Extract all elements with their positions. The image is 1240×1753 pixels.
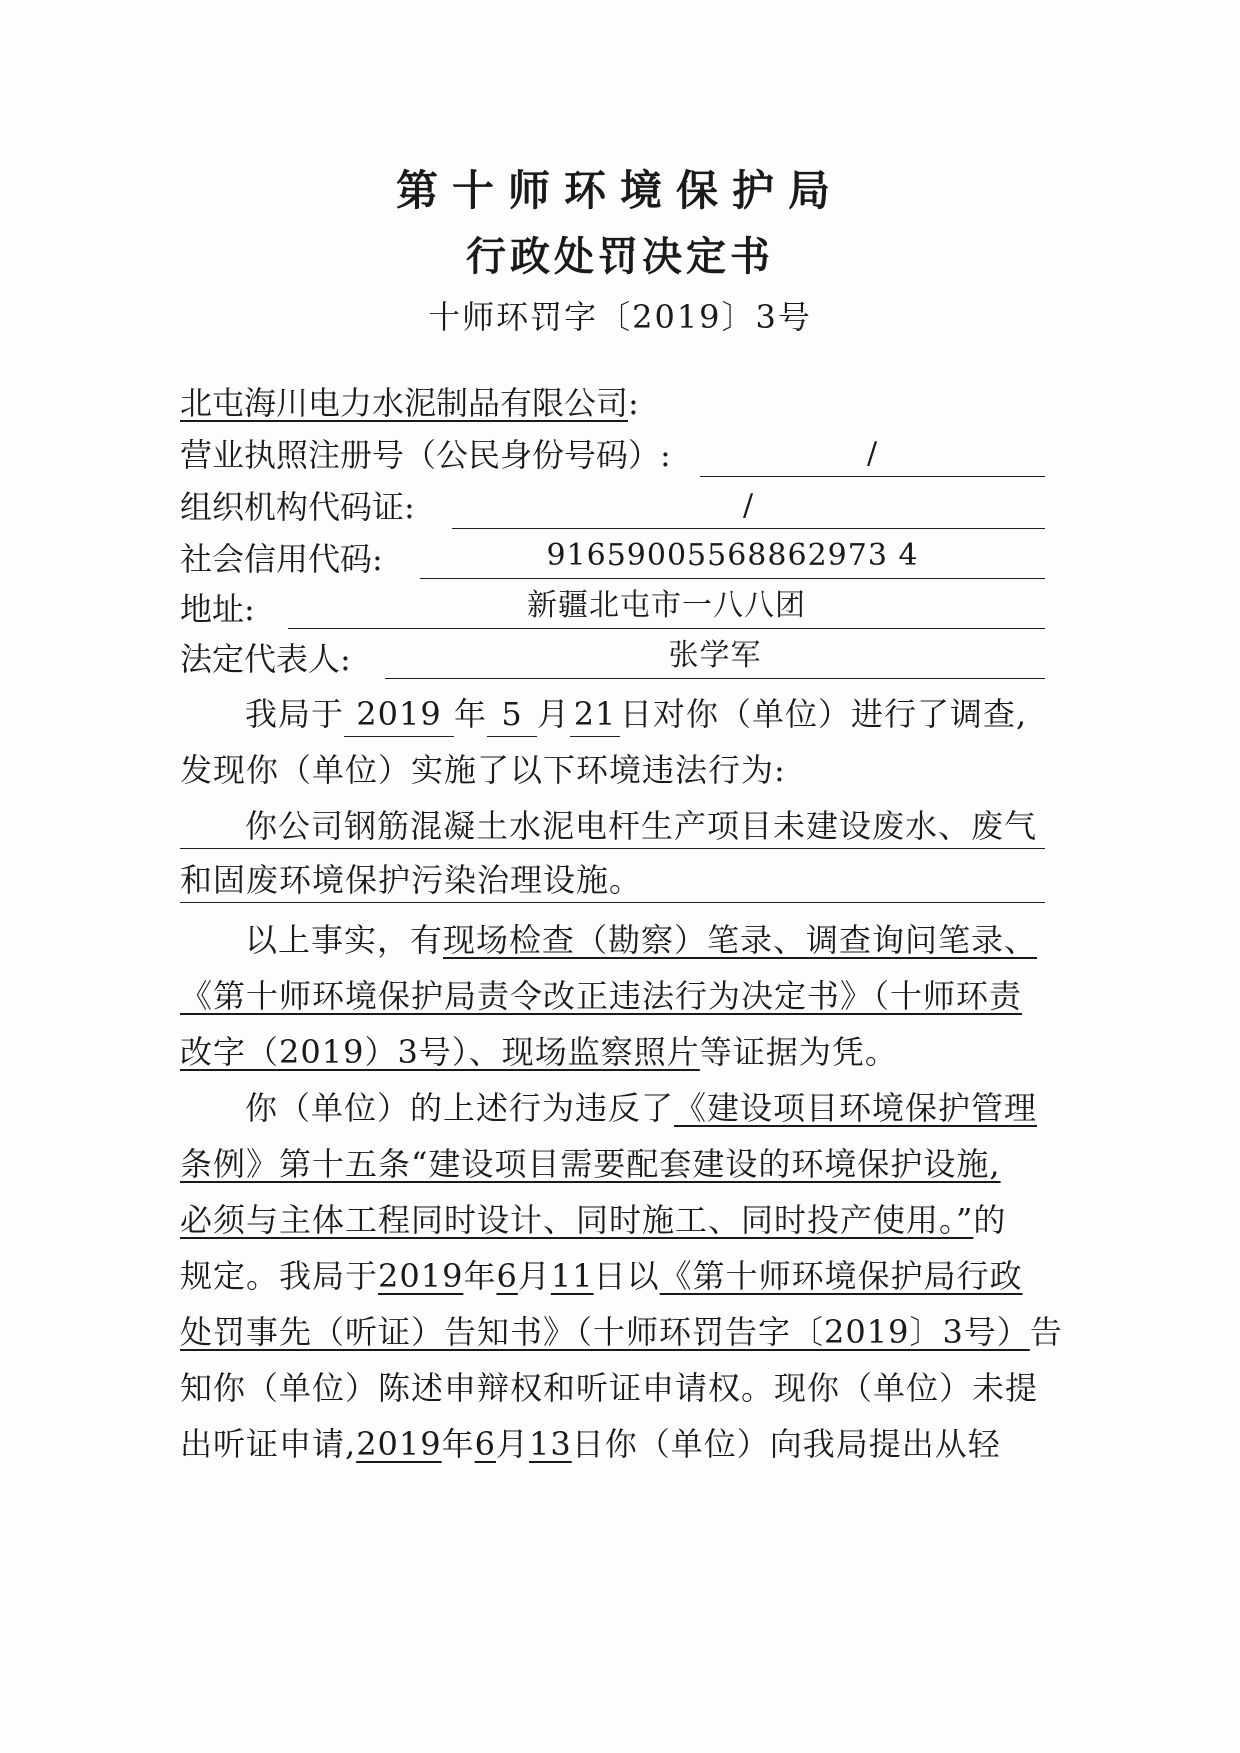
text-fragment: 等证据为凭。 — [699, 1033, 898, 1071]
text-fragment: 年 — [441, 1425, 475, 1463]
address-row — [180, 584, 255, 634]
org-code-value: / — [452, 484, 1045, 529]
text-fragment: 年 — [454, 695, 488, 733]
address-label: 地址: — [180, 590, 255, 628]
notice-day: 11 — [550, 1257, 594, 1295]
violation-line-2: 和固废环境保护污染治理设施。 — [180, 861, 643, 899]
regulation-line-7 — [180, 1416, 1060, 1472]
investigation-line-2: 发现你（单位）实施了以下环境违法行为: — [180, 751, 786, 789]
regulation-reference: 《建设项目环境保护管理 — [674, 1089, 1038, 1127]
text-fragment: 年 — [463, 1257, 497, 1295]
request-day: 13 — [529, 1425, 572, 1463]
evidence-list: 改字（2019）3号）、现场监察照片 — [180, 1033, 700, 1071]
notice-document-reference: 《第十师环境保护局行政 — [659, 1257, 1023, 1295]
regulation-line-3 — [180, 1192, 1060, 1248]
address-value: 新疆北屯市一八八团 — [288, 584, 1045, 629]
legal-rep-row — [180, 634, 351, 684]
evidence-list: 现场检查（勘察）笔录、调查询问笔录、 — [443, 921, 1038, 959]
legal-rep-value: 张学军 — [385, 634, 1045, 679]
org-code-row — [180, 482, 415, 532]
text-fragment: 月 — [517, 1257, 551, 1295]
investigation-month: 5 — [487, 692, 537, 737]
regulation-line-1 — [245, 1080, 1125, 1136]
evidence-line-2: 《第十师环境保护局责令改正违法行为决定书》（十师环责 — [180, 977, 1023, 1015]
credit-code-row — [180, 534, 383, 584]
regulation-reference: 必须与主体工程同时设计、同时施工、同时投产使用。” — [180, 1201, 974, 1239]
text-fragment: 以上事实，有 — [245, 921, 444, 959]
text-fragment: 日以 — [593, 1257, 660, 1295]
company-name-row — [180, 378, 639, 428]
regulation-line-4 — [180, 1248, 1060, 1304]
license-label: 营业执照注册号（公民身份号码）: — [180, 436, 671, 474]
violation-underline-1 — [180, 847, 1045, 849]
company-name-colon: : — [628, 384, 639, 422]
text-fragment: 月 — [496, 1425, 530, 1463]
text-fragment: 规定。我局于 — [180, 1257, 379, 1295]
text-fragment: 日对你（单位）进行了调查, — [620, 695, 1028, 733]
evidence-line-3 — [180, 1024, 1060, 1080]
document-type-title: 行政处罚决定书 — [466, 233, 774, 280]
notice-year: 2019 — [378, 1257, 464, 1295]
text-fragment: 的 — [973, 1201, 1007, 1239]
violation-underline-2 — [180, 901, 1045, 903]
regulation-line-6: 知你（单位）陈述申辩权和听证申请权。现你（单位）未提 — [180, 1369, 1039, 1407]
text-fragment: 日你（单位）向我局提出从轻 — [571, 1425, 1001, 1463]
investigation-line-1 — [245, 686, 1125, 742]
credit-code-label: 社会信用代码: — [180, 540, 383, 578]
text-fragment: 告 — [1029, 1313, 1063, 1351]
investigation-day: 21 — [570, 692, 620, 737]
evidence-line-1 — [245, 912, 1125, 968]
license-row — [180, 430, 671, 480]
legal-rep-label: 法定代表人: — [180, 640, 351, 678]
text-fragment: 月 — [537, 695, 571, 733]
notice-month: 6 — [496, 1257, 518, 1295]
regulation-line-2: 条例》第十五条“建设项目需要配套建设的环境保护设施, — [180, 1145, 1001, 1183]
notice-document-reference: 处罚事先（听证）告知书》（十师环罚告字〔2019〕3号） — [180, 1313, 1030, 1351]
text-fragment: 出听证申请, — [180, 1425, 357, 1463]
request-month: 6 — [474, 1425, 496, 1463]
text-fragment: 我局于 — [245, 695, 345, 733]
request-year: 2019 — [356, 1425, 442, 1463]
regulation-line-5 — [180, 1304, 1063, 1360]
license-value: / — [700, 432, 1045, 477]
credit-code-value: 91659005568862973 4 — [420, 534, 1045, 579]
org-code-label: 组织机构代码证: — [180, 488, 415, 526]
violation-line-1: 你公司钢筋混凝土水泥电杆生产项目未建设废水、废气 — [245, 807, 1038, 845]
text-fragment: 你（单位）的上述行为违反了 — [245, 1089, 675, 1127]
company-name: 北屯海川电力水泥制品有限公司 — [180, 384, 629, 422]
document-number: 十师环罚字〔2019〕3号 — [428, 298, 812, 336]
agency-title: 第十师环境保护局 — [395, 166, 844, 215]
investigation-year: 2019 — [344, 692, 454, 737]
